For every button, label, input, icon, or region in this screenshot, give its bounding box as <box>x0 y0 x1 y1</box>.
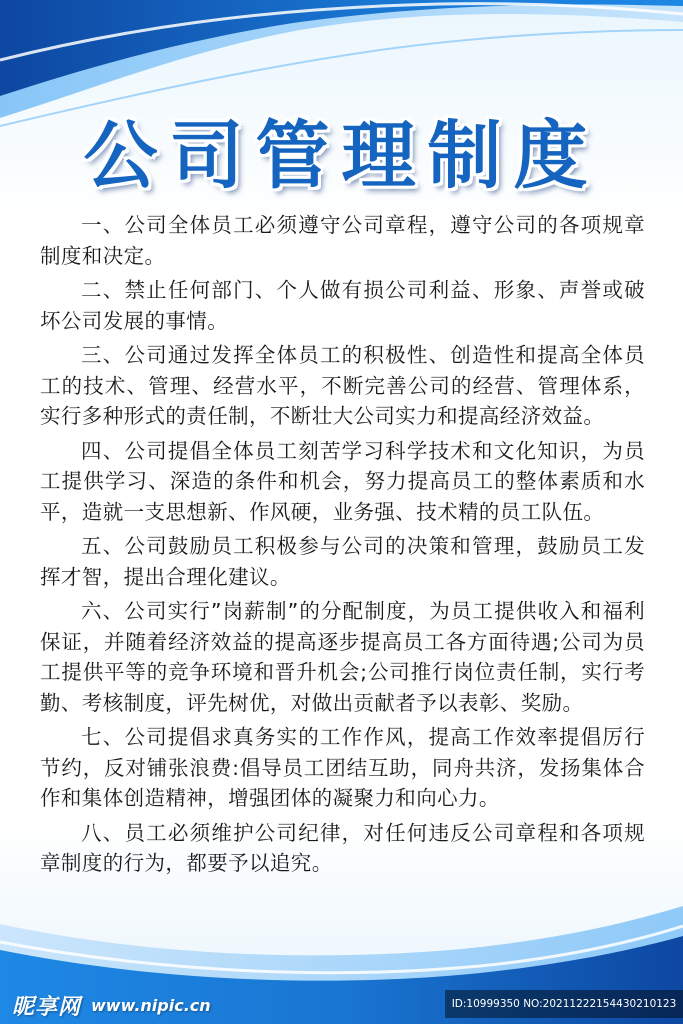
watermark-url: www.nipic.cn <box>91 995 211 1015</box>
regulations-list <box>40 210 645 883</box>
regulation-item-1: 一、公司全体员工必须遵守公司章程，遵守公司的各项规章制度和决定。 <box>40 213 645 268</box>
image-id-bar: ID:10999350 NO:20211222154430210123 <box>445 990 683 1018</box>
regulation-item-5: 五、公司鼓励员工积极参与公司的决策和管理，鼓励员工发挥才智，提出合理化建议。 <box>40 534 645 589</box>
site-watermark <box>12 990 211 1020</box>
regulation-item-3: 三、公司通过发挥全体员工的积极性、创造性和提高全体员工的技术、管理、经营水平，不断完善公司的经营、管理体系，实行多种形式的责任制，不断壮大公司实力和提高经济效益。 <box>40 343 645 428</box>
regulation-item-4: 四、公司提倡全体员工刻苦学习科学技术和文化知识，为员工提供学习、深造的条件和机会，努力提高员工的整体素质和水平，造就一支思想新、作风硬，业务强、技术精的员工队伍。 <box>40 438 645 524</box>
regulation-item-7: 七、公司提倡求真务实的工作作风，提高工作效率提倡厉行节约，反对铺张浪费:倡导员工团结互助，同舟共济，发扬集体合作和集体创造精神，增强团体的凝聚力和向心力。 <box>40 725 645 810</box>
poster-title: 公司管理制度 <box>83 113 600 199</box>
regulation-item-8: 八、员工必须维护公司纪律，对任何违反公司章程和各项规章制度的行为，都要予以追究。 <box>40 820 645 875</box>
regulation-item-6: 六、公司实行”岗薪制”的分配制度，为员工提供收入和福利保证，并随着经济效益的提高逐步提高员工各方面待遇;公司为员工提供平等的竞争环境和晋升机会;公司推行岗位责任制，实行考勤、考核制度，评先树优，对做出贡献者予以表彰、奖励。 <box>40 599 645 715</box>
watermark-logo: 昵享网 <box>12 994 82 1020</box>
regulation-item-2: 二、禁止任何部门、个人做有损公司利益、形象、声誉或破坏公司发展的事情。 <box>40 278 645 333</box>
